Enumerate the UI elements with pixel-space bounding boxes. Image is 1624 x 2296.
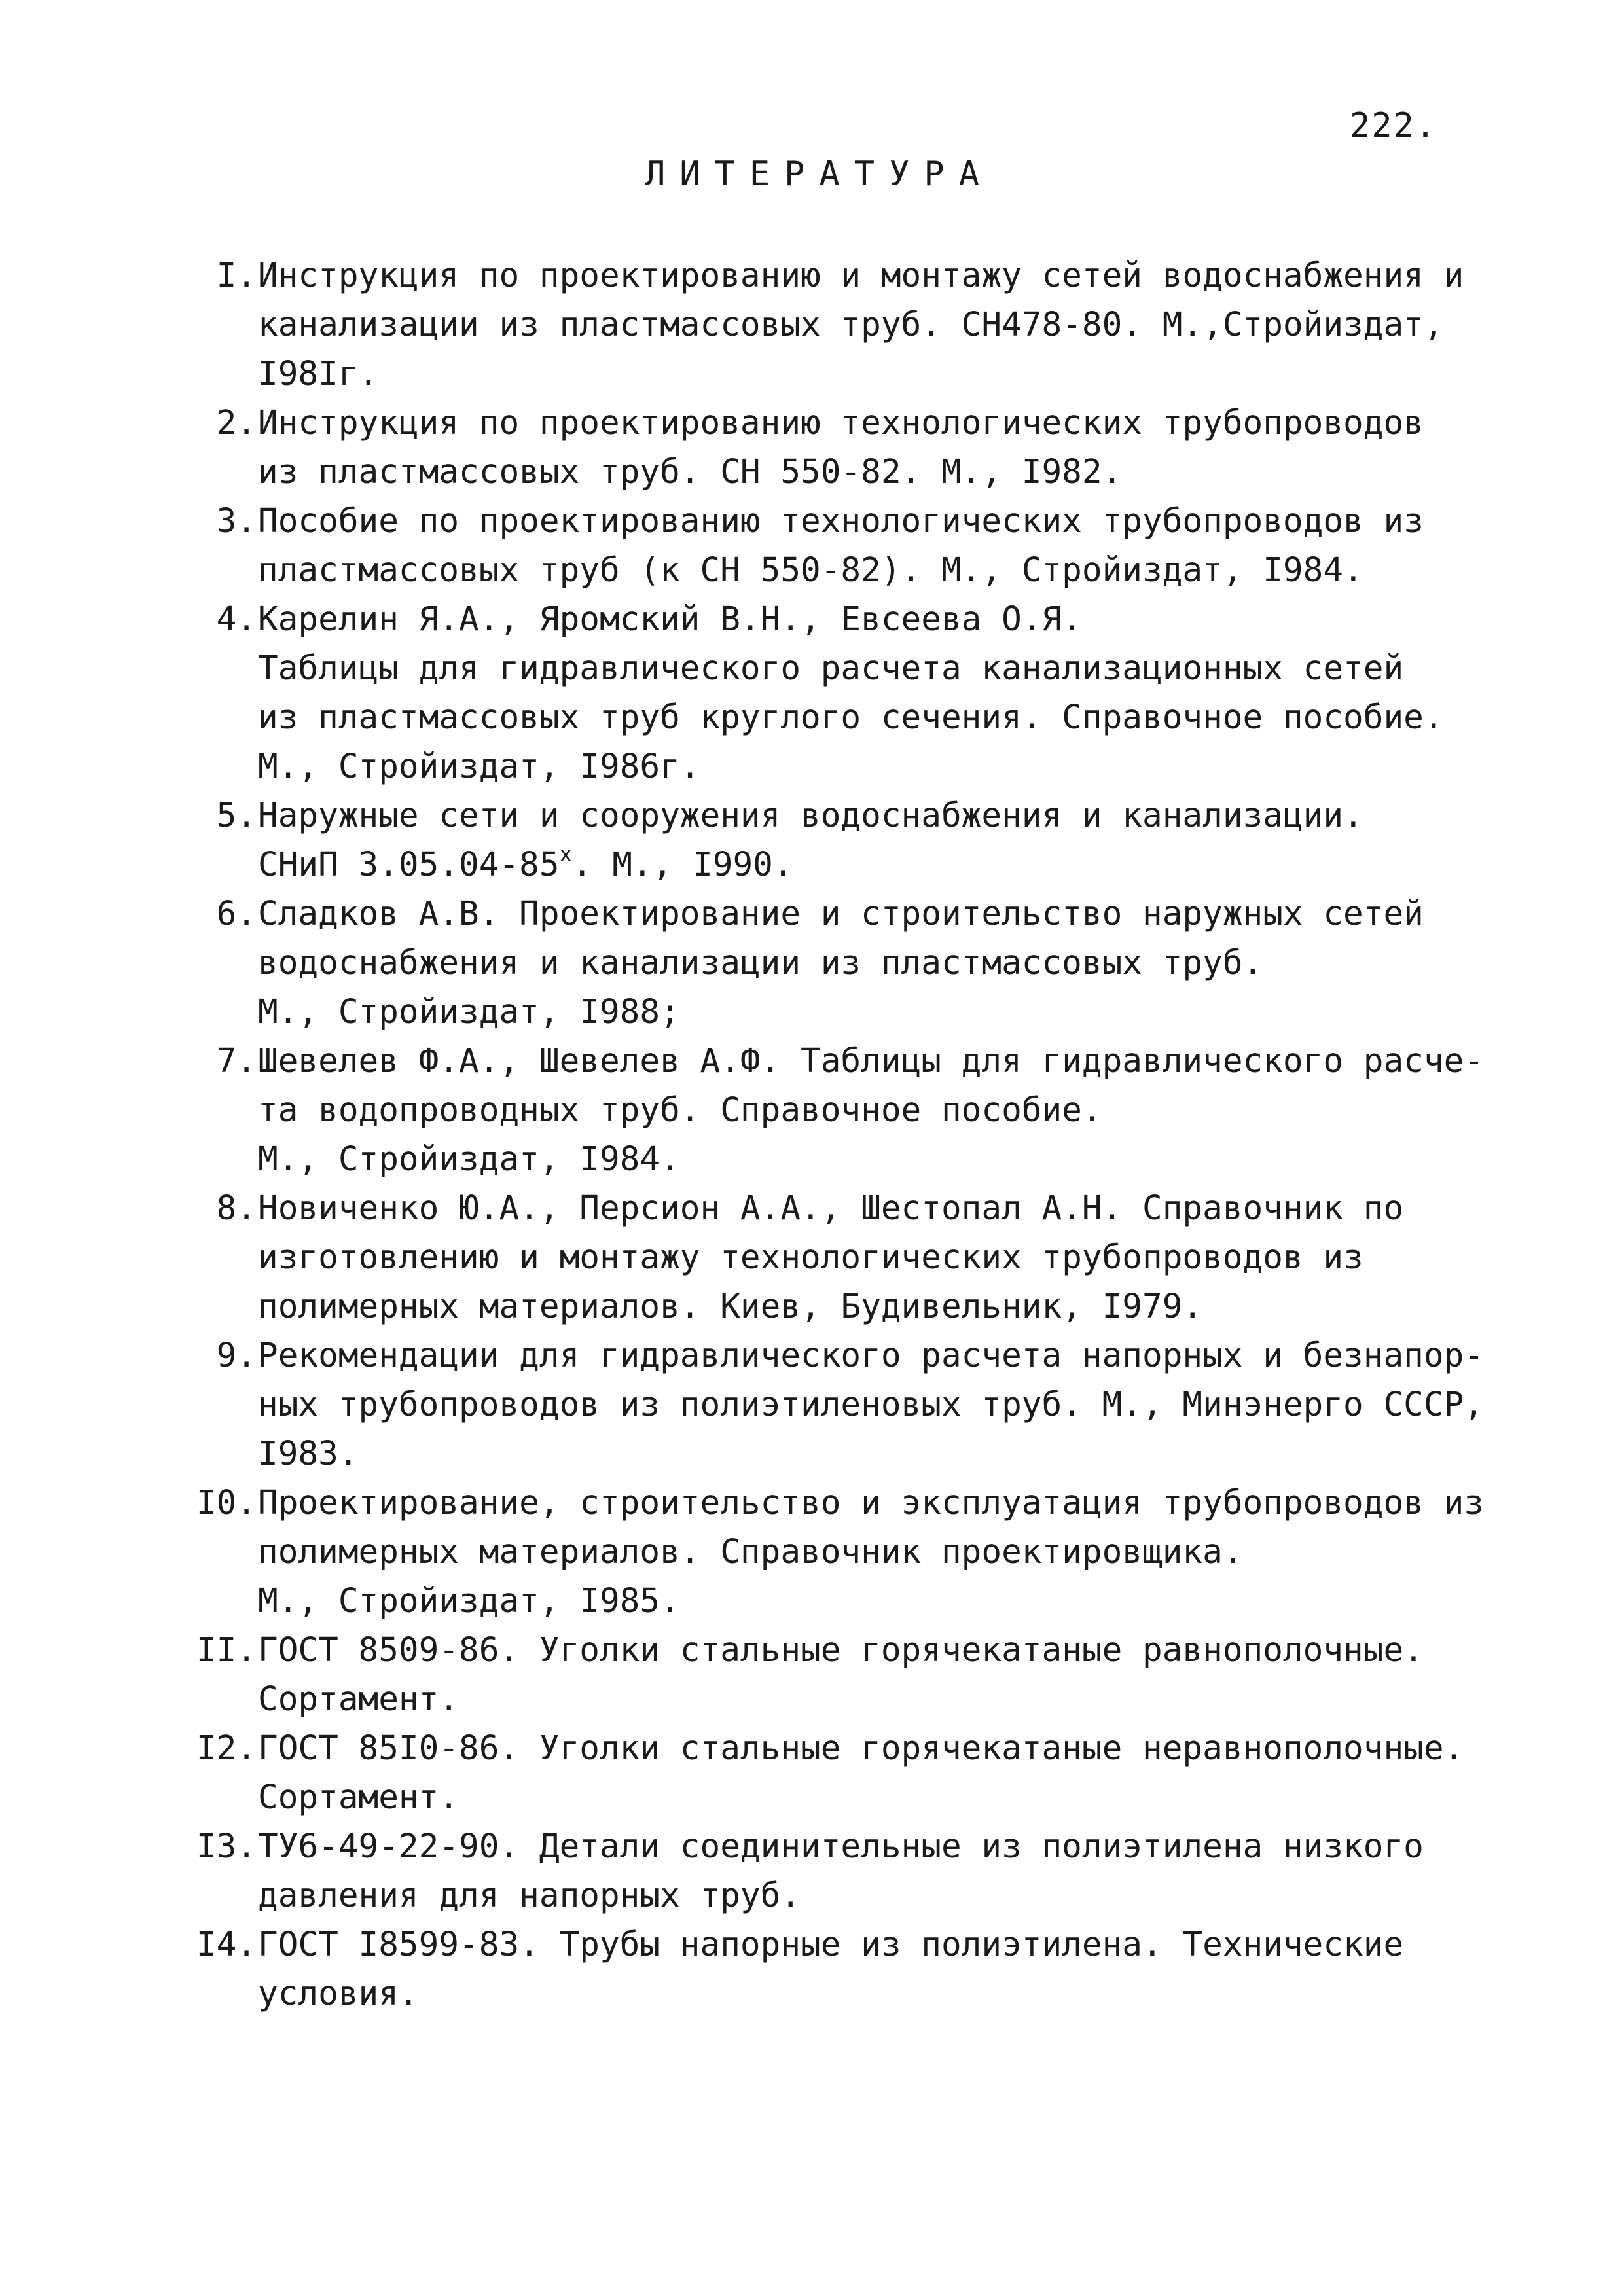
snip-code: СНиП 3.05.04-85 <box>258 846 560 884</box>
reference-line: Рекомендации для гидравлического расчета напорных и безнапор- <box>258 1336 1484 1375</box>
reference-line: Сортамент. <box>258 1778 460 1817</box>
reference-line: М., Стройиздат, I985. <box>258 1582 680 1621</box>
reference-line: ГОСТ I8599-83. Трубы напорные из полиэтилена. Технические <box>258 1926 1404 1964</box>
reference-line-snip <box>0 840 1624 889</box>
reference-line: Таблицы для гидравлического расчета канализационных сетей <box>258 649 1404 688</box>
reference-number: 4. <box>216 600 257 639</box>
reference-number: I0. <box>196 1484 257 1522</box>
reference-number: I4. <box>196 1926 257 1964</box>
reference-number: II. <box>196 1631 257 1670</box>
reference-line: Инструкция по проектированию и монтажу сетей водоснабжения и <box>258 257 1464 295</box>
reference-number: 8. <box>216 1189 257 1228</box>
reference-line: Сладков А.В. Проектирование и строительство наружных сетей <box>258 895 1424 933</box>
reference-line: Пособие по проектированию технологических трубопроводов из <box>258 502 1424 541</box>
reference-line: Шевелев Ф.А., Шевелев А.Ф. Таблицы для гидравлического расче- <box>258 1042 1484 1081</box>
reference-line: давления для напорных труб. <box>258 1876 801 1915</box>
page-title: ЛИТЕРАТУРА <box>644 154 994 194</box>
reference-number: I2. <box>196 1729 257 1768</box>
reference-line: ГОСТ 85I0-86. Уголки стальные горячекатаные неравнополочные. <box>258 1729 1464 1768</box>
reference-number: I. <box>216 257 257 295</box>
reference-number: 6. <box>216 895 257 933</box>
reference-line: М., Стройиздат, I986г. <box>258 747 700 786</box>
reference-line: полимерных материалов. Справочник проектировщика. <box>258 1533 1243 1571</box>
reference-number: 3. <box>216 502 257 541</box>
reference-line: Сортамент. <box>258 1680 460 1719</box>
reference-item <box>0 251 1624 399</box>
reference-item <box>0 595 1624 791</box>
reference-line: Карелин Я.А., Яромский В.Н., Евсеева О.Я. <box>258 600 1082 639</box>
reference-line: изготовлению и монтажу технологических трубопроводов из <box>258 1238 1363 1277</box>
reference-line: М., Стройиздат, I988; <box>258 993 680 1031</box>
reference-line: канализации из пластмассовых труб. СН478-80. М.,Стройиздат, <box>258 306 1444 344</box>
reference-line: та водопроводных труб. Справочное пособие. <box>258 1091 1102 1130</box>
reference-line: полимерных материалов. Киев, Будивельник, I979. <box>258 1287 1203 1326</box>
reference-line: Проектирование, строительство и эксплуатация трубопроводов из <box>258 1484 1484 1522</box>
reference-number: 9. <box>216 1336 257 1375</box>
reference-line: ТУ6-49-22-90. Детали соединительные из полиэтилена низкого <box>258 1827 1424 1866</box>
reference-number: 5. <box>216 797 257 835</box>
reference-item <box>0 1331 1624 1479</box>
reference-line: Новиченко Ю.А., Персион А.А., Шестопал А.Н. Справочник по <box>258 1189 1404 1228</box>
reference-line: из пластмассовых труб круглого сечения. Справочное пособие. <box>258 698 1444 737</box>
reference-line: Наружные сети и сооружения водоснабжения и канализации. <box>258 797 1363 835</box>
reference-line: Инструкция по проектированию технологических трубопроводов <box>258 404 1424 442</box>
reference-line: пластмассовых труб (к СН 550-82). М., Стройиздат, I984. <box>258 551 1363 590</box>
reference-line: ГОСТ 8509-86. Уголки стальные горячекатаные равнополочные. <box>258 1631 1424 1670</box>
reference-number: 7. <box>216 1042 257 1081</box>
reference-item <box>0 791 1624 889</box>
reference-number: I3. <box>196 1827 257 1866</box>
reference-item <box>0 1724 1624 1822</box>
page-number: 222. <box>1350 106 1437 145</box>
reference-line: условия. <box>258 1975 419 2013</box>
reference-item <box>0 1822 1624 1920</box>
reference-item <box>0 1626 1624 1724</box>
reference-item <box>0 1920 1624 2018</box>
reference-number: 2. <box>216 404 257 442</box>
snip-publication: . М., I990. <box>571 846 793 884</box>
reference-line: М., Стройиздат, I984. <box>258 1140 680 1179</box>
reference-line: ных трубопроводов из полиэтиленовых труб. М., Минэнерго СССР, <box>258 1386 1484 1424</box>
reference-item <box>0 497 1624 595</box>
reference-list <box>0 251 1624 2018</box>
reference-item <box>0 1037 1624 1184</box>
reference-item <box>0 399 1624 497</box>
snip-superscript: х <box>559 842 572 867</box>
reference-item <box>0 1479 1624 1626</box>
reference-item <box>0 889 1624 1037</box>
reference-line: водоснабжения и канализации из пластмассовых труб. <box>258 944 1263 982</box>
reference-line: I98Iг. <box>258 355 379 393</box>
reference-line: I983. <box>258 1435 359 1473</box>
reference-item <box>0 1184 1624 1331</box>
reference-line: из пластмассовых труб. СН 550-82. М., I982. <box>258 453 1123 492</box>
